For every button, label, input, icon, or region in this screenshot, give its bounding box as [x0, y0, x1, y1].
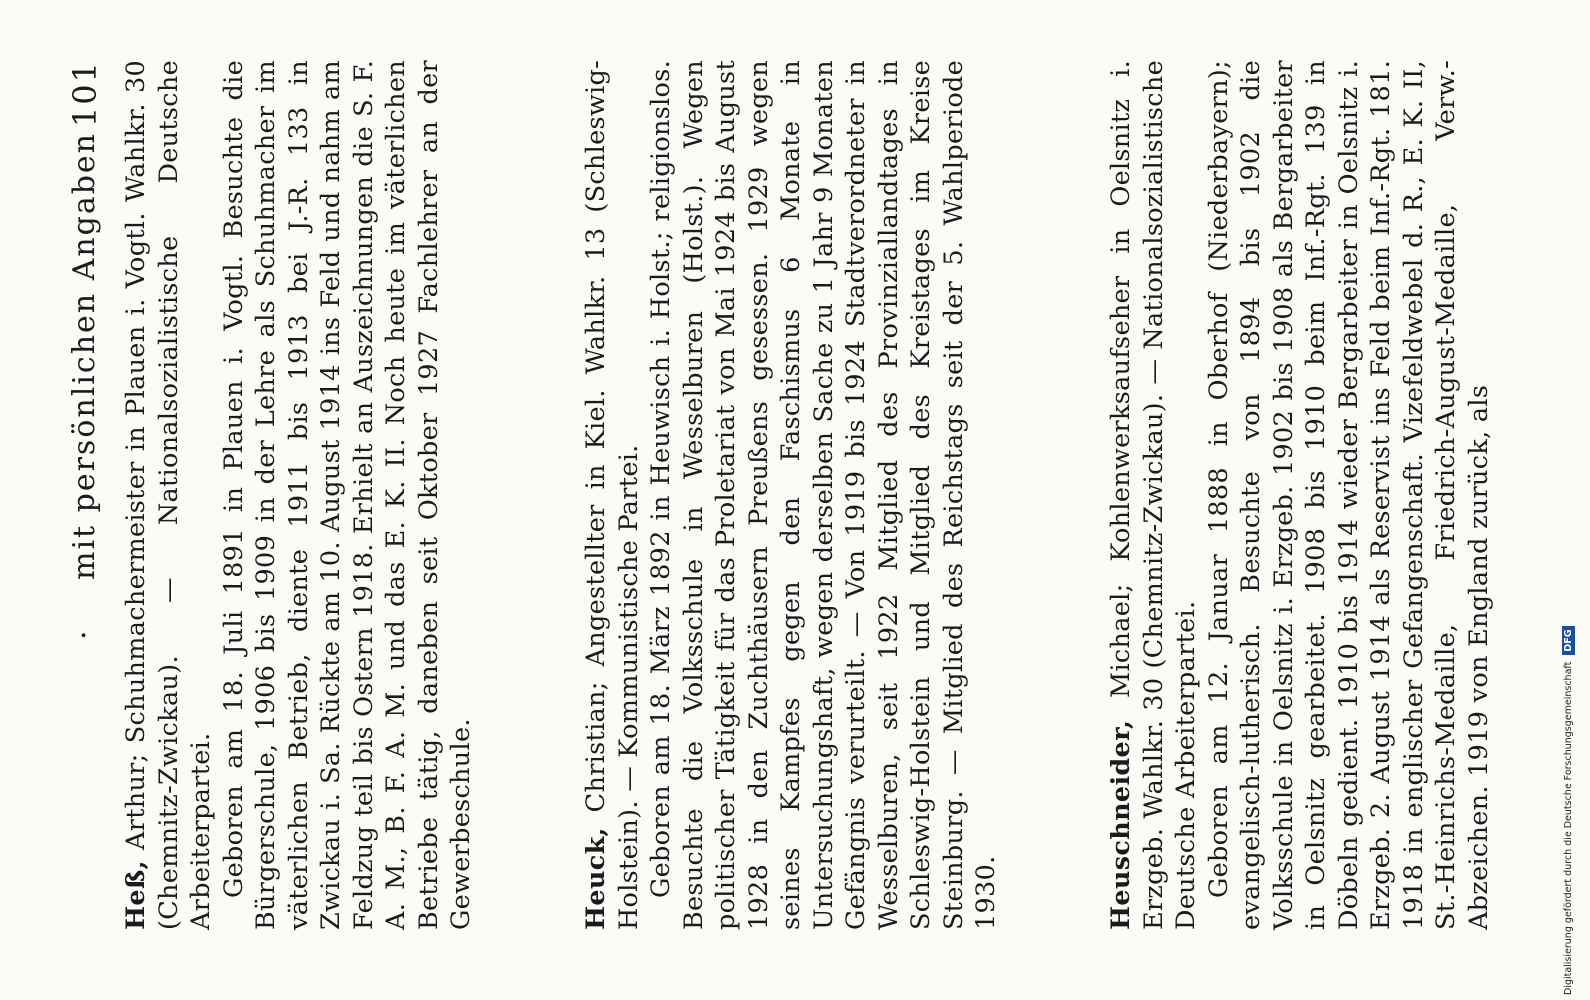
dfg-logo: DFG [1562, 626, 1575, 654]
page-number: 101 [66, 60, 104, 128]
entry-heading [120, 60, 218, 930]
digitization-stamp [1556, 5, 1582, 995]
entry-name: Heuschneider, [1106, 719, 1136, 930]
entry-name: Heuck, [581, 827, 611, 930]
entry-name: Heß, [121, 860, 151, 930]
entry-biography: Geboren am 18. Juli 1891 in Plauen i. Vogtl. Besuchte die Bürgerschule, 1906 bis 1909 in der Lehre als Schuhmacher im väterlichen Betrieb, diente 1911 bis 1913 bei J.-R. 133 in Zwickau i. Sa. Rückte am 10. August 1914 ins Feld und nahm am Feldzug teil bis Ostern 1918. Erhielt an Auszeichnungen die S. F. A. M., B. F. A. M. und das E. K. II. Noch heute im väterlichen Betriebe tätig, daneben seit Oktober 1927 Fachlehrer an der Gewerbeschule. [218, 60, 476, 930]
biography-entry [120, 60, 478, 930]
entry-heading [1105, 60, 1203, 930]
digitization-note: Digitalisierung gefördert durch die Deutsche Forschungsgemeinschaft [1563, 661, 1574, 995]
running-title: mit persönlichen Angaben [67, 132, 102, 580]
biography-entry [580, 60, 1003, 930]
entry-heading [580, 60, 645, 930]
entry-biography: Geboren am 18. März 1892 in Heuwisch i. Holst.; religionslos. Besuchte die Volksschule in Wesselburen (Holst.). Wegen politischer Tätigkeit für das Proletariat von Mai 1924 bis August 1928 in den Zuchthäusern Preußens gesessen. 1929 wegen seines Kampfes gegen den Faschismus 6 Monate in Untersuchungshaft, wegen derselben Sache zu 1 Jahr 9 Monaten Gefängnis verurteilt. — Von 1919 bis 1924 Stadtverordneter in Wesselburen, seit 1922 Mitglied des Provinziallandtages in Schleswig-Holstein und Mitglied des Kreistages im Kreise Steinburg. — Mitglied des Reichstags seit der 5. Wahlperiode 1930. [646, 60, 1001, 930]
header-dot: · [67, 628, 102, 640]
page-header [50, 60, 120, 940]
entry-intro: Arthur; Schuhmachermeister in Plauen i. Vogtl. Wahlkr. 30 (Chemnitz-Zwickau). — Nationalsozialistische Deutsche Arbeiterpartei. [121, 59, 216, 930]
entry-biography: Geboren am 12. Januar 1888 in Oberhof (Niederbayern); evangelisch-lutherisch. Besuchte von 1894 bis 1902 die Volksschule in Oelsnitz i. Erzgeb. 1902 bis 1908 als Bergarbeiter in Oelsnitz gearbeitet. 1908 bis 1910 beim Inf.-Rgt. 139 in Döbeln gedient. 1910 bis 1914 wieder Bergarbeiter in Oelsnitz i. Erzgeb. 2. August 1914 als Reservist ins Feld beim Inf.-Rgt. 181. 1918 in englischer Gefangenschaft. Vizefeldwebel d. R., E. K. II, St.-Heinrichs-Medaille, Friedrich-August-Medaille, Verw.-Abzeichen. 1919 von England zurück, als [1203, 60, 1494, 930]
entry-intro: Christian; Angestellter in Kiel. Wahlkr. 13 (Schleswig-Holstein). — Kommunistische Partei. [581, 60, 644, 930]
biography-entry [1105, 60, 1495, 930]
entry-intro: Michael; Kohlenwerksaufseher in Oelsnitz i. Erzgeb. Wahlkr. 30 (Chemnitz-Zwickau). — Nationalsozialistische Deutsche Arbeiterpartei. [1106, 59, 1201, 930]
